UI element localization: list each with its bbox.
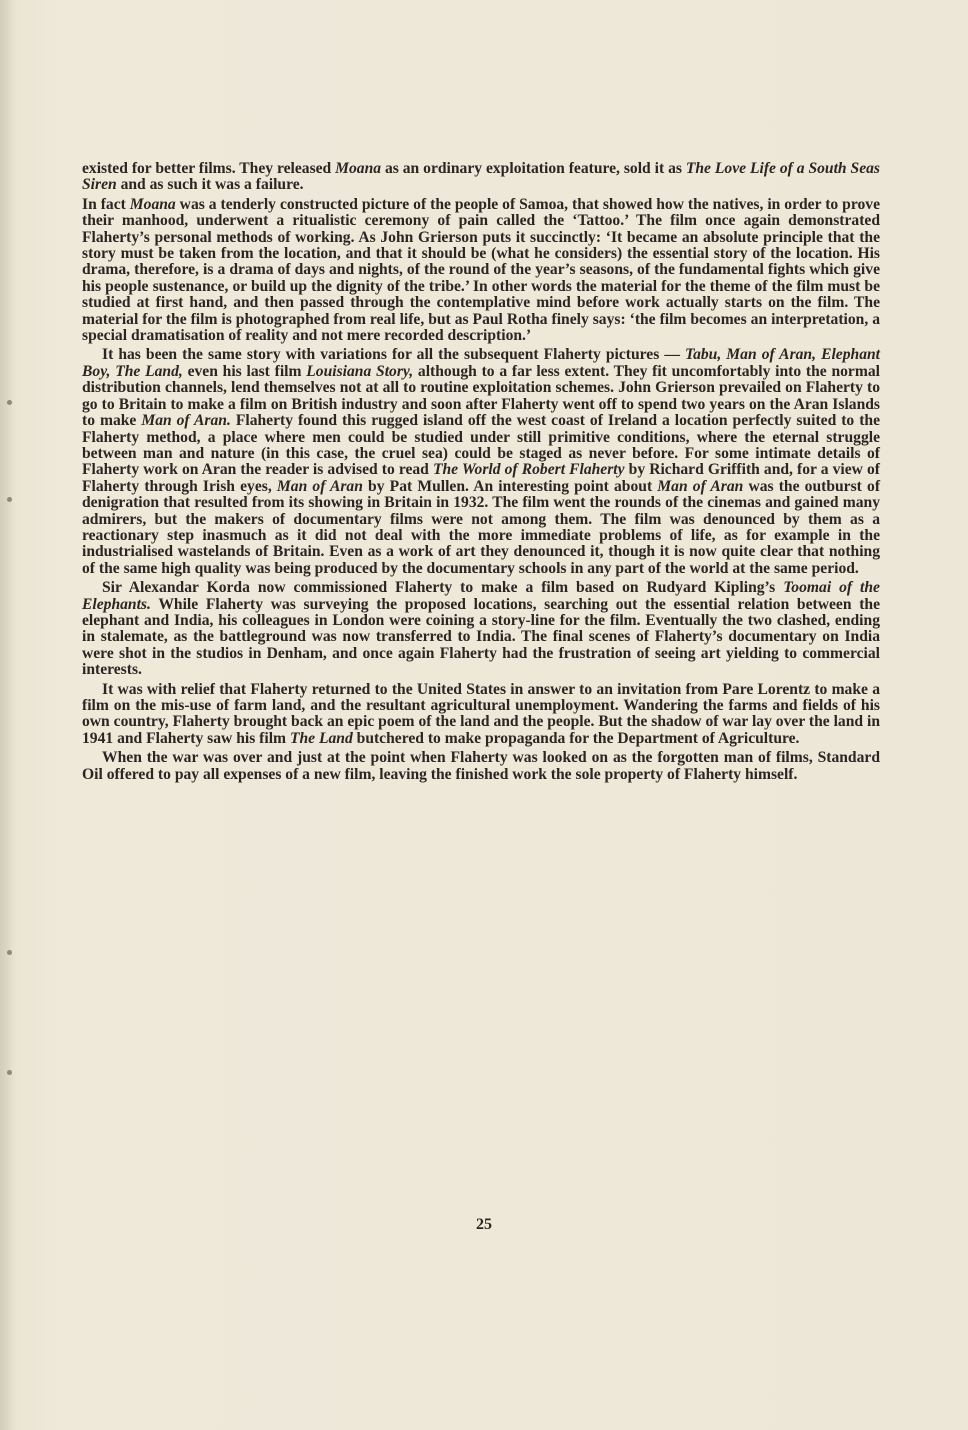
paragraph-text: by Richard Griffith and, for a view of Flaherty through Irish eyes, <box>82 461 880 495</box>
italic-title-text: Man of Aran <box>657 477 744 495</box>
paragraph-text: was a tenderly constructed picture of the people of Samoa, that showed how the natives, in order to prove their manhood, underwent a ritualistic ceremony of pain called the ‘Tattoo.’ The film once again demonstrated Flaherty’s personal methods of working. As John Grierson puts it succinctly: ‘It became an absolute principle that the story must be taken from the location, and that it should be (what he considers) the essential story of the location. His drama, therefore, is a drama of days and nights, of the round of the year’s seasons, of the fundamental fights which give his people sustenance, or build up the dignity of the tribe.’ In other words the material for the theme of the film must be studied at first hand, and then passed through the contemplative mind before work actually starts on the film. The material for the film is photographed from real life, but as Paul Rotha finely says: ‘the film becomes an interpretation, a special dramatisation of reality and not mere recorded description.’ <box>82 195 880 345</box>
paragraph-text: although to a far less extent. They fit uncomfortably into the normal distribution channels, lend themselves not at all to routine exploitation schemes. John Grierson prevailed on Flaherty to go to Britain to make a film on British industry and soon after Flaherty went off to spend two years on the Aran Islands to make <box>82 362 880 430</box>
paragraph-text: It was with relief that Flaherty returned to the United States in answer to an invitation from Pare Lorentz to make a film on the mis-use of farm land, and the resultant agricultural unemployment. Wandering the farms and fields of his own country, Flaherty brought back an epic poem of the land and the people. But the shadow of war lay over the land in 1941 and Flaherty saw his film <box>82 680 880 747</box>
italic-title-text: Louisiana Story, <box>306 362 414 380</box>
italic-title-text: Moana <box>335 160 382 177</box>
italic-title-text: Toomai of the Elephants. <box>82 579 880 613</box>
paragraph <box>82 682 880 748</box>
paragraph-text: While Flaherty was surveying the proposed locations, searching out the essential relation between the elephant and India, his colleagues in London were coining a story-line for the film. Eventually the two clashed, ending in stalemate, as the battleground was now transferred to India. The final scenes of Flaherty’s documentary on India were shot in the studios in Denham, and once again Flaherty had the frustration of seeing art yielding to commercial interests. <box>82 595 880 679</box>
page-number: 25 <box>476 1216 492 1233</box>
paragraph <box>82 197 880 345</box>
paragraph-text: and as such it was a failure. <box>116 176 304 194</box>
paragraph-text: Flaherty found this rugged island off the west coast of Ireland a location perfectly suited to the Flaherty method, a place where men could be studied under still primitive conditions, where the eternal struggle between man and nature (in this case, the cruel sea) could be staged as never before. For some intimate details of Flaherty work on Aran the reader is advised to read <box>82 412 880 479</box>
paragraph <box>82 347 880 577</box>
italic-title-text: Man of Aran <box>276 477 363 495</box>
italic-title-text: Tabu, Man of Aran, Elephant Boy, The Land, <box>82 346 880 380</box>
paragraph-text: It has been the same story with variations for all the subsequent Flaherty pictures — <box>102 346 685 364</box>
paragraph-text: existed for better films. They released <box>82 160 336 177</box>
binding-hole <box>7 497 12 502</box>
paragraph <box>82 580 880 678</box>
paragraph-text: by Pat Mullen. An interesting point about <box>362 477 658 495</box>
paragraph-text: butchered to make propaganda for the Department of Agriculture. <box>352 729 800 747</box>
paragraph-text: In fact <box>82 195 130 213</box>
body-text <box>82 161 880 786</box>
paragraph-text: even his last film <box>182 362 307 380</box>
paragraph-text: When the war was over and just at the point when Flaherty was looked on as the forgotten man of films, Standard Oil offered to pay all expenses of a new film, leaving the finished work the sole property of Flaherty himself. <box>82 749 880 783</box>
binding-hole <box>7 400 12 405</box>
paragraph-text: was the outburst of denigration that resulted from its showing in Britain in 1932. The film went the rounds of the cinemas and gained many admirers, but the makers of documentary films were not among them. The film was denounced by them as a reactionary step inasmuch as it did not deal with the more immediate problems of life, as for example in the industrialised wastelands of Britain. Even as a work of art they denounced it, though it is now quite clear that nothing of the same high quality was being produced by the documentary schools in any part of the world at the same period. <box>82 477 881 577</box>
paragraph-text: as an ordinary exploitation feature, sold it as <box>381 160 686 177</box>
italic-title-text: The Love Life of a South Seas Siren <box>82 160 880 194</box>
binding-hole <box>7 1070 12 1075</box>
paragraph <box>82 161 880 194</box>
italic-title-text: The World of Robert Flaherty <box>432 461 625 479</box>
italic-title-text: Man of Aran. <box>141 412 231 430</box>
italic-title-text: The Land <box>289 729 353 747</box>
binding-hole <box>7 950 12 955</box>
italic-title-text: Moana <box>129 195 176 213</box>
paragraph-text: Sir Alexandar Korda now commissioned Flaherty to make a film based on Rudyard Kipling’s <box>102 579 784 597</box>
paragraph <box>82 750 880 783</box>
